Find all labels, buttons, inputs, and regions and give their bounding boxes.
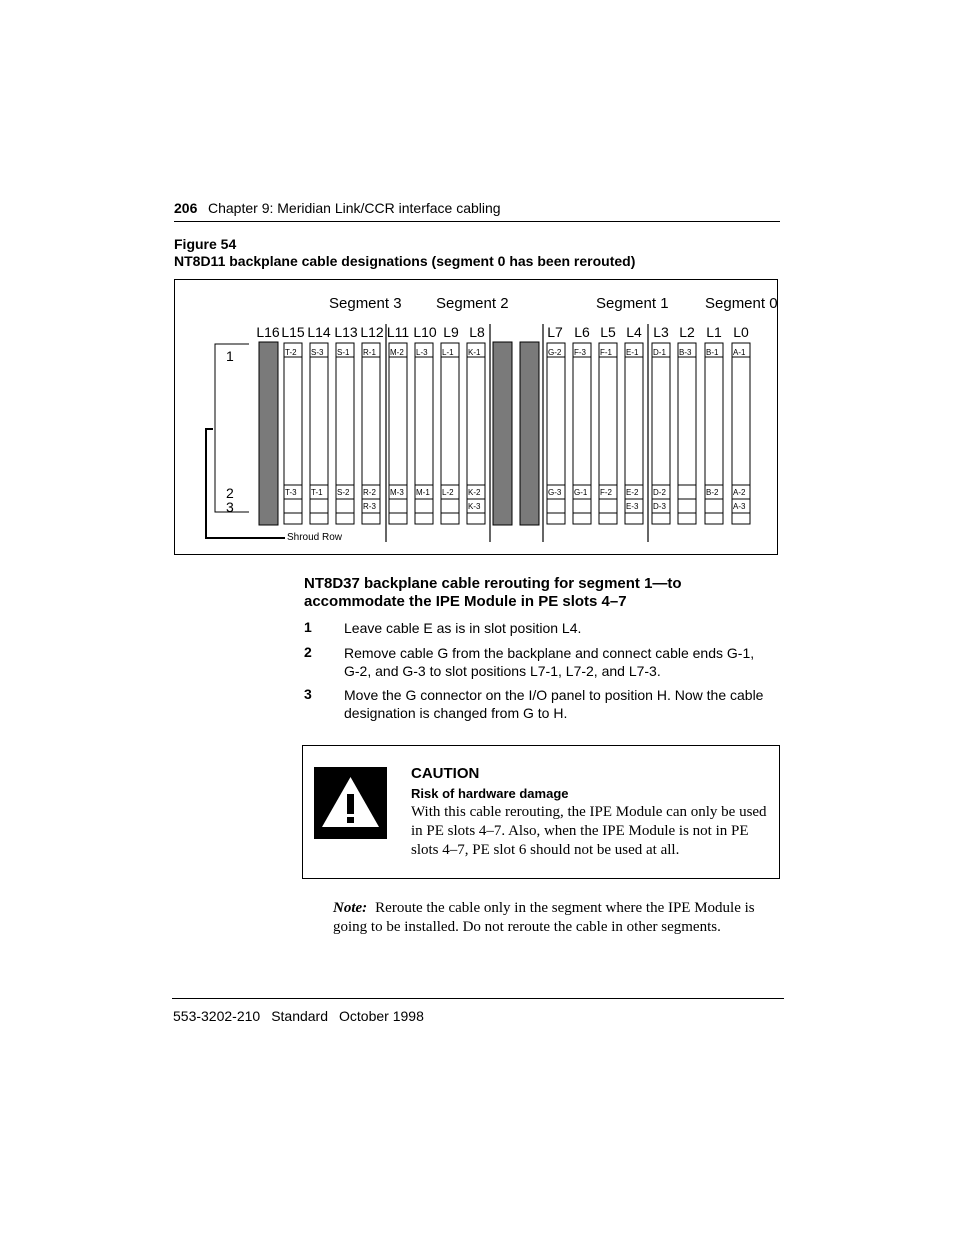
cable-label-bottom: E-2 [626,488,639,497]
step-1-text: Leave cable E as is in slot position L4. [344,620,582,636]
slot-label: L1 [706,324,722,340]
caution-title: CAUTION [411,765,480,782]
cable-label-bottom: R-2 [363,488,376,497]
cable-label-bottom: M-3 [390,488,404,497]
slot-label: L8 [469,324,485,340]
backplane-diagram [175,280,779,556]
connector-column [678,343,696,524]
cable-label-top: R-1 [363,348,376,357]
cable-label-bottom: R-3 [363,502,376,511]
doc-status: Standard [271,1008,329,1024]
step-1-number: 1 [304,619,312,635]
cable-label-top: F-1 [600,348,612,357]
cable-label-bottom: A-3 [733,502,746,511]
note-label: Note: [333,900,368,916]
cable-label-bottom: M-1 [416,488,430,497]
cable-label-top: G-2 [548,348,562,357]
note-text: Reroute the cable only in the segment where the IPE Module is going to be installed. Do not reroute the cable in other segments. [333,900,755,935]
slot-label: L12 [360,324,384,340]
doc-number: 553-3202-210 [173,1008,261,1024]
slot-label: L4 [626,324,642,340]
row-label: 1 [226,348,234,364]
cable-label-top: L-1 [442,348,454,357]
segment-label: Segment 2 [436,295,509,312]
cable-label-bottom: S-2 [337,488,350,497]
shroud-bar [520,342,539,525]
cable-label-top: E-1 [626,348,639,357]
cable-label-bottom: L-2 [442,488,454,497]
cable-label-bottom: K-3 [468,502,481,511]
slot-label: L11 [386,324,410,340]
slot-label: L5 [600,324,616,340]
cable-label-bottom: T-1 [311,488,323,497]
caution-subtitle: Risk of hardware damage [411,786,569,801]
cable-label-top: B-3 [679,348,692,357]
cable-label-top: M-2 [390,348,404,357]
cable-label-bottom: E-3 [626,502,639,511]
cable-label-top: S-3 [311,348,324,357]
figure-number: Figure 54 [174,236,237,252]
step-2-text: Remove cable G from the backplane and connect cable ends G-1, G-2, and G-3 to slot positions L7-1, L7-2, and L7-3. [344,645,755,679]
cable-label-bottom: G-3 [548,488,562,497]
cable-label-top: K-1 [468,348,481,357]
slot-label: L13 [334,324,358,340]
header-rule [174,221,780,222]
cable-label-bottom: D-3 [653,502,666,511]
page-number: 206 [174,200,198,216]
shroud-bar [259,342,278,525]
slot-label: L3 [653,324,669,340]
segment-label: Segment 0 [705,295,778,312]
slot-label: L0 [733,324,749,340]
cable-label-top: F-3 [574,348,586,357]
slot-label: L14 [307,324,331,340]
cable-label-top: B-1 [706,348,719,357]
cable-label-top: L-3 [416,348,428,357]
cable-label-bottom: T-3 [285,488,297,497]
note [333,899,783,937]
step-2-number: 2 [304,644,312,660]
step-3-text: Move the G connector on the I/O panel to position H. Now the cable designation is changed from G to H. [344,687,764,721]
step-3-number: 3 [304,686,312,702]
segment-label: Segment 1 [596,295,669,312]
cable-label-top: T-2 [285,348,297,357]
cable-label-top: A-1 [733,348,746,357]
slot-label: L6 [574,324,590,340]
cable-label-top: S-1 [337,348,350,357]
slot-label: L15 [281,324,305,340]
section-title: NT8D37 backplane cable rerouting for segment 1—to accommodate the IPE Module in PE slots 4–7 [304,575,682,610]
row-label: 3 [226,499,234,515]
doc-date: October 1998 [339,1008,424,1024]
row-label: 2 [226,485,234,501]
figure-box [174,279,778,555]
cable-label-bottom: K-2 [468,488,481,497]
cable-label-bottom: B-2 [706,488,719,497]
footer-rule [172,998,784,999]
cable-label-bottom: F-2 [600,488,612,497]
caution-body: With this cable rerouting, the IPE Module can only be used in PE slots 4–7. Also, when the IPE Module is not in PE slots 4–7, PE slot 6 should not be used at all. [411,804,767,858]
shroud-row-label: Shroud Row [287,532,343,543]
cable-label-bottom: A-2 [733,488,746,497]
cable-label-bottom: G-1 [574,488,588,497]
slot-label: L9 [443,324,459,340]
segment-label: Segment 3 [329,295,402,312]
slot-label: L7 [547,324,563,340]
figure-caption: NT8D11 backplane cable designations (segment 0 has been rerouted) [174,253,636,269]
cable-label-bottom: D-2 [653,488,666,497]
slot-label: L2 [679,324,695,340]
slot-label: L10 [413,324,437,340]
footer [173,1008,435,1024]
cable-label-top: D-1 [653,348,666,357]
warning-icon [314,767,387,839]
chapter-title: Chapter 9: Meridian Link/CCR interface cabling [208,200,501,216]
slot-label: L16 [256,324,280,340]
shroud-bar [493,342,512,525]
